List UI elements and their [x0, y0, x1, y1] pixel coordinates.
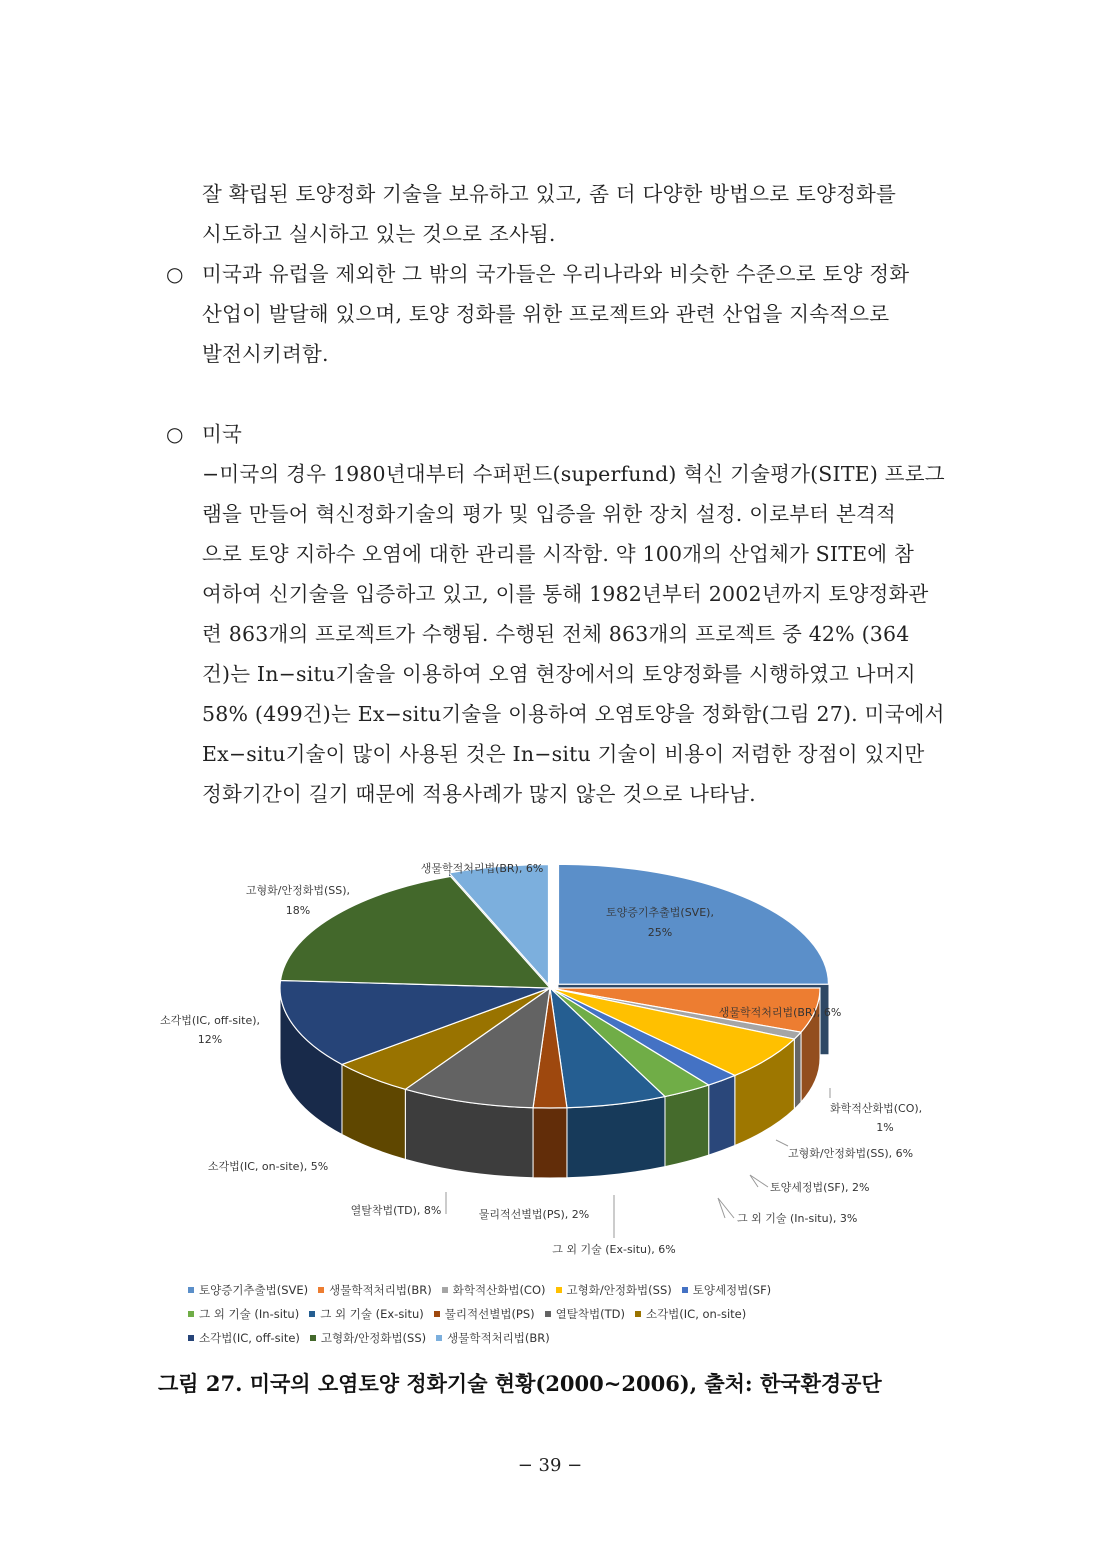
legend-label: 고형화/안정화법(SS) — [566, 1283, 672, 1297]
bullet2-line: Ex−situ기술이 많이 사용된 것은 In−situ 기술이 비용이 저렴한 장점이 있지만 — [202, 742, 925, 766]
leader-line — [776, 1140, 788, 1146]
slice-label: 고형화/안정화법(SS), 6% — [788, 1147, 914, 1160]
legend-item — [188, 1282, 308, 1298]
legend-swatch — [442, 1287, 448, 1293]
legend-label: 그 외 기술 (In-situ) — [199, 1307, 300, 1321]
pie-chart — [140, 850, 970, 1260]
intro-line: 시도하고 실시하고 있는 것으로 조사됨. — [202, 222, 556, 246]
legend-swatch — [556, 1287, 562, 1293]
legend-label: 그 외 기술 (Ex-situ) — [320, 1307, 424, 1321]
legend-item — [436, 1330, 550, 1346]
bullet2-heading: 미국 — [202, 422, 243, 446]
slice-label: 열탈착법(TD), 8% — [350, 1204, 442, 1217]
legend-label: 토양세정법(SF) — [692, 1283, 772, 1297]
pie-slice-wall — [567, 1097, 665, 1178]
legend-item — [188, 1306, 299, 1322]
legend-item — [442, 1282, 546, 1298]
slice-label: 소각법(IC, on-site), 5% — [207, 1160, 329, 1173]
bullet2-line: 58% (499건)는 Ex−situ기술을 이용하여 오염토양을 정화함(그림 27). 미국에서 — [202, 702, 945, 726]
bullet1-line: 산업이 발달해 있으며, 토양 정화를 위한 프로젝트와 관련 산업을 지속적으로 — [202, 302, 890, 326]
slice-label: 화학적산화법(CO), — [830, 1102, 923, 1115]
legend-item — [310, 1330, 426, 1346]
slice-value-label: 1% — [876, 1121, 894, 1134]
bullet2-paragraph — [202, 414, 972, 814]
legend-row — [188, 1302, 928, 1326]
slice-label: 고형화/안정화법(SS), — [245, 884, 351, 897]
legend-item — [318, 1282, 432, 1298]
chart-legend — [188, 1278, 928, 1350]
slice-label: 생물학적처리법(BR), 6% — [420, 862, 544, 875]
leader-line — [750, 1175, 768, 1187]
bullet-symbol: ○ — [166, 422, 184, 446]
pie-slice-wall — [709, 1075, 735, 1155]
pie-slice-wall — [794, 1032, 801, 1109]
pie-slice-wall — [533, 1108, 567, 1178]
bullet2-line: −미국의 경우 1980년대부터 수퍼펀드(superfund) 혁신 기술평가(SITE) 프로그 — [202, 462, 945, 486]
legend-label: 생물학적처리법(BR) — [329, 1283, 432, 1297]
figure-caption: 그림 27. 미국의 오염토양 정화기술 현황(2000~2006), 출처: 한국환경공단 — [158, 1371, 882, 1396]
legend-swatch — [309, 1311, 315, 1317]
legend-swatch — [682, 1287, 688, 1293]
legend-item — [545, 1306, 625, 1322]
legend-item — [309, 1306, 424, 1322]
slice-label: 토양세정법(SF), 2% — [770, 1181, 870, 1194]
slice-label: 소각법(IC, off-site), — [159, 1014, 261, 1027]
bullet1-line: 발전시키려함. — [202, 342, 329, 366]
legend-swatch — [188, 1335, 194, 1341]
bullet-symbol: ○ — [166, 262, 184, 286]
legend-row — [188, 1278, 928, 1302]
legend-item — [434, 1306, 535, 1322]
legend-row — [188, 1326, 928, 1350]
bullet2-line: 여하여 신기술을 입증하고 있고, 이를 통해 1982년부터 2002년까지 토양정화관 — [202, 582, 929, 606]
legend-swatch — [188, 1287, 194, 1293]
slice-value-label: 12% — [197, 1033, 223, 1046]
legend-label: 물리적선별법(PS) — [444, 1307, 535, 1321]
pie-slice — [558, 864, 828, 984]
leader-line — [718, 1198, 734, 1218]
legend-swatch — [434, 1311, 440, 1317]
legend-swatch — [310, 1335, 316, 1341]
legend-swatch — [318, 1287, 324, 1293]
slice-label: 생물학적처리법(BR), 6% — [718, 1006, 842, 1019]
legend-label: 소각법(IC, on-site) — [645, 1307, 747, 1321]
legend-label: 열탈착법(TD) — [555, 1307, 625, 1321]
bullet1-line: 미국과 유럽을 제외한 그 밖의 국가들은 우리나라와 비슷한 수준으로 토양 정화 — [202, 262, 910, 286]
pie-slice-wall — [665, 1085, 709, 1166]
slice-value-label: 25% — [647, 926, 673, 939]
intro-paragraph — [202, 174, 972, 254]
legend-label: 화학적산화법(CO) — [452, 1283, 546, 1297]
slice-label: 그 외 기술 (In-situ), 3% — [737, 1212, 858, 1225]
pie-chart-svg — [140, 850, 970, 1260]
legend-item — [635, 1306, 746, 1322]
legend-swatch — [545, 1311, 551, 1317]
bullet1-paragraph — [202, 254, 972, 374]
legend-label: 생물학적처리법(BR) — [447, 1331, 550, 1345]
intro-line: 잘 확립된 토양정화 기술을 보유하고 있고, 좀 더 다양한 방법으로 토양정화를 — [202, 182, 896, 206]
legend-item — [188, 1330, 300, 1346]
bullet2-line: 으로 토양 지하수 오염에 대한 관리를 시작함. 약 100개의 산업체가 SITE에 참 — [202, 542, 914, 566]
bullet2-line: 건)는 In−situ기술을 이용하여 오염 현장에서의 토양정화를 시행하였고 나머지 — [202, 662, 916, 686]
legend-swatch — [436, 1335, 442, 1341]
bullet2-line: 정화기간이 길기 때문에 적용사례가 많지 않은 것으로 나타남. — [202, 782, 756, 806]
slice-label: 그 외 기술 (Ex-situ), 6% — [552, 1243, 676, 1256]
slice-label: 토양증기추출법(SVE), — [606, 906, 714, 919]
slice-label: 물리적선별법(PS), 2% — [478, 1208, 590, 1221]
bullet2-line: 련 863개의 프로젝트가 수행됨. 수행된 전체 863개의 프로젝트 중 42% (364 — [202, 622, 910, 646]
legend-label: 토양증기추출법(SVE) — [199, 1283, 309, 1297]
bullet2-line: 램을 만들어 혁신정화기술의 평가 및 입증을 위한 장치 설정. 이로부터 본격적 — [202, 502, 896, 526]
legend-item — [682, 1282, 771, 1298]
legend-label: 고형화/안정화법(SS) — [320, 1331, 427, 1345]
legend-swatch — [635, 1311, 641, 1317]
slice-value-label: 18% — [285, 904, 311, 917]
legend-item — [556, 1282, 672, 1298]
legend-swatch — [188, 1311, 194, 1317]
legend-label: 소각법(IC, off-site) — [199, 1331, 300, 1345]
page-number: − 39 − — [517, 1455, 583, 1476]
